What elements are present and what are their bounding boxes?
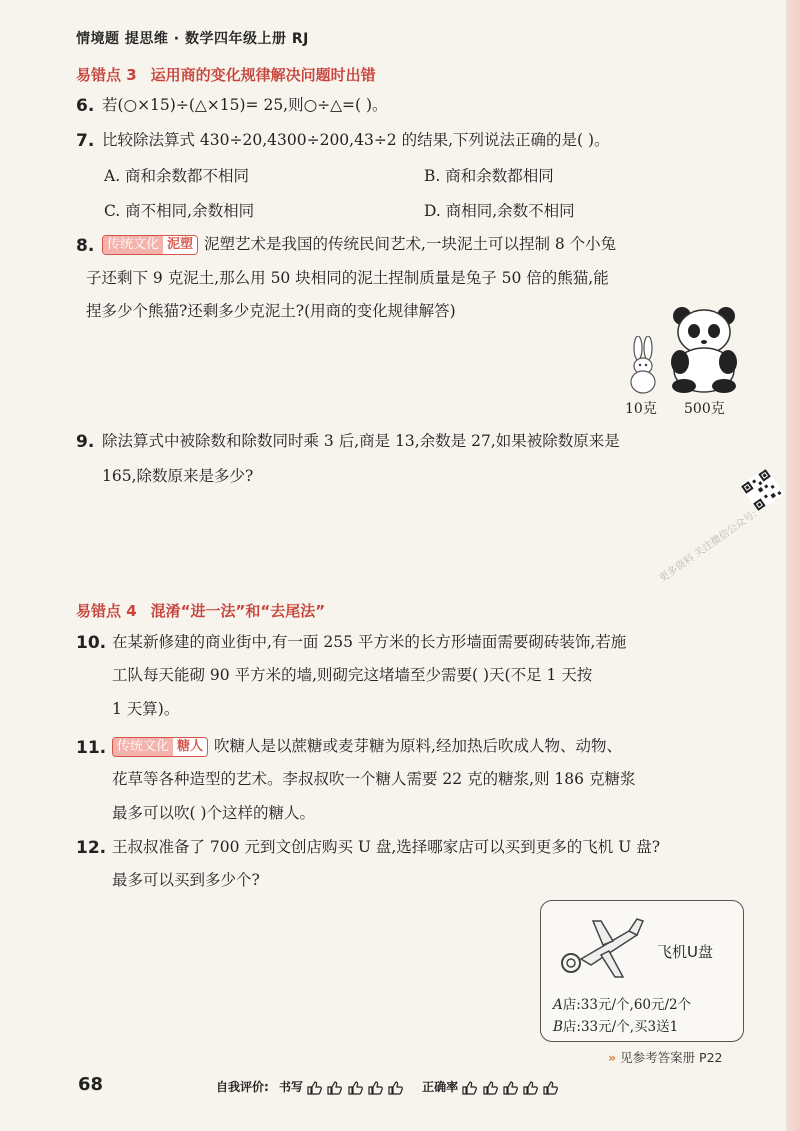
question-10-line-1: 在某新修建的商业街中,有一面 255 平方米的长方形墙面需要砌砖装饰,若施 [112, 633, 627, 651]
question-number-12: 12. [76, 838, 107, 858]
shop-a-price: A店:33元/个,60元/2个 [553, 997, 692, 1013]
thumb-up-icon[interactable] [503, 1081, 518, 1095]
section-label: 易错点 4 [76, 602, 137, 620]
thumb-up-icon[interactable] [543, 1081, 558, 1095]
question-7-text: 比较除法算式 430÷20,4300÷200,43÷2 的结果,下列说法正确的是( )。 [102, 131, 610, 149]
question-number-11: 11. [76, 738, 107, 758]
question-number-10: 10. [76, 633, 107, 653]
rabbit-weight: 10克 [625, 401, 657, 417]
accuracy-label: 正确率 [422, 1080, 459, 1094]
section-label: 易错点 3 [76, 66, 137, 84]
thumb-up-icon[interactable] [327, 1081, 342, 1095]
panda-illustration [666, 302, 744, 394]
question-6-text: 若(○×15)÷(△×15)= 25,则○÷△=( )。 [102, 96, 388, 114]
question-12-line-1: 王叔叔准备了 700 元到文创店购买 U 盘,选择哪家店可以买到更多的飞机 U 盘? [112, 838, 661, 856]
question-number-6: 6. [76, 96, 95, 116]
page-number: 68 [78, 1074, 104, 1095]
thumb-up-icon[interactable] [483, 1081, 498, 1095]
thumb-up-icon[interactable] [462, 1081, 477, 1095]
writing-thumbs [307, 1080, 408, 1094]
rabbit-illustration [622, 336, 664, 394]
self-evaluation-bar [216, 1078, 559, 1095]
section-heading: 运用商的变化规律解决问题时出错 [150, 66, 376, 84]
question-number-7: 7. [76, 131, 95, 151]
section-title-3 [76, 64, 376, 85]
double-chevron-icon: » [608, 1050, 617, 1065]
question-number-8: 8. [76, 236, 95, 256]
writing-label: 书写 [279, 1080, 304, 1094]
answer-reference: » 见参考答案册 P22 [608, 1050, 723, 1065]
question-11-line-1: 传统文化 糖人 吹糖人是以蔗糖或麦芽糖为原料,经加热后吹成人物、动物、 [112, 737, 622, 757]
thumb-up-icon[interactable] [307, 1081, 322, 1095]
question-number-9: 9. [76, 432, 95, 452]
option-b: B. 商和余数都相同 [424, 167, 554, 185]
question-9-line-1: 除法算式中被除数和除数同时乘 3 后,商是 13,余数是 27,如果被除数原来是 [102, 432, 620, 450]
culture-tag: 传统文化 泥塑 [102, 235, 198, 255]
section-heading: 混淆“进一法”和“去尾法” [150, 602, 326, 620]
question-8-line-3: 捏多少个熊猫?还剩多少克泥土?(用商的变化规律解答) [86, 302, 456, 320]
question-10-line-2: 工队每天能砌 90 平方米的墙,则砌完这堵墙至少需要( )天(不足 1 天按 [112, 666, 593, 684]
product-label: 飞机U盘 [657, 943, 713, 961]
accuracy-thumbs [462, 1080, 559, 1094]
shop-b-price: B店:33元/个,买3送1 [553, 1019, 679, 1035]
self-eval-label: 自我评价: [216, 1080, 269, 1094]
culture-tag: 传统文化 糖人 [112, 737, 208, 757]
option-d: D. 商相同,余数不相同 [424, 202, 575, 220]
section-title-4 [76, 600, 325, 621]
thumb-up-icon[interactable] [368, 1081, 383, 1095]
watermark-text: 更多资料 关注微信公众号: [657, 508, 760, 585]
page-header: 情境题 提思维 · 数学四年级上册 RJ [76, 31, 309, 47]
question-10-line-3: 1 天算)。 [112, 700, 180, 718]
question-12-line-2: 最多可以买到多少个? [112, 871, 260, 889]
thumb-up-icon[interactable] [388, 1081, 403, 1095]
qr-code-icon [740, 468, 785, 513]
thumb-up-icon[interactable] [523, 1081, 538, 1095]
page-edge [786, 0, 800, 1131]
panda-weight: 500克 [684, 401, 725, 417]
option-a: A. 商和余数都不相同 [104, 167, 250, 185]
question-8-line-1: 传统文化 泥塑 泥塑艺术是我国的传统民间艺术,一块泥土可以捏制 8 个小兔 [102, 235, 616, 255]
question-8-line-2: 子还剩下 9 克泥土,那么用 50 块相同的泥土捏制质量是兔子 50 倍的熊猫,能 [86, 269, 609, 287]
option-c: C. 商不相同,余数相同 [104, 202, 255, 220]
shop-price-box [540, 900, 744, 1042]
question-11-line-2: 花草等各种造型的艺术。李叔叔吹一个糖人需要 22 克的糖浆,则 186 克糖浆 [112, 770, 636, 788]
thumb-up-icon[interactable] [348, 1081, 363, 1095]
question-9-line-2: 165,除数原来是多少? [102, 467, 254, 485]
airplane-usb-icon [559, 915, 649, 985]
question-11-line-3: 最多可以吹( )个这样的糖人。 [112, 804, 316, 822]
